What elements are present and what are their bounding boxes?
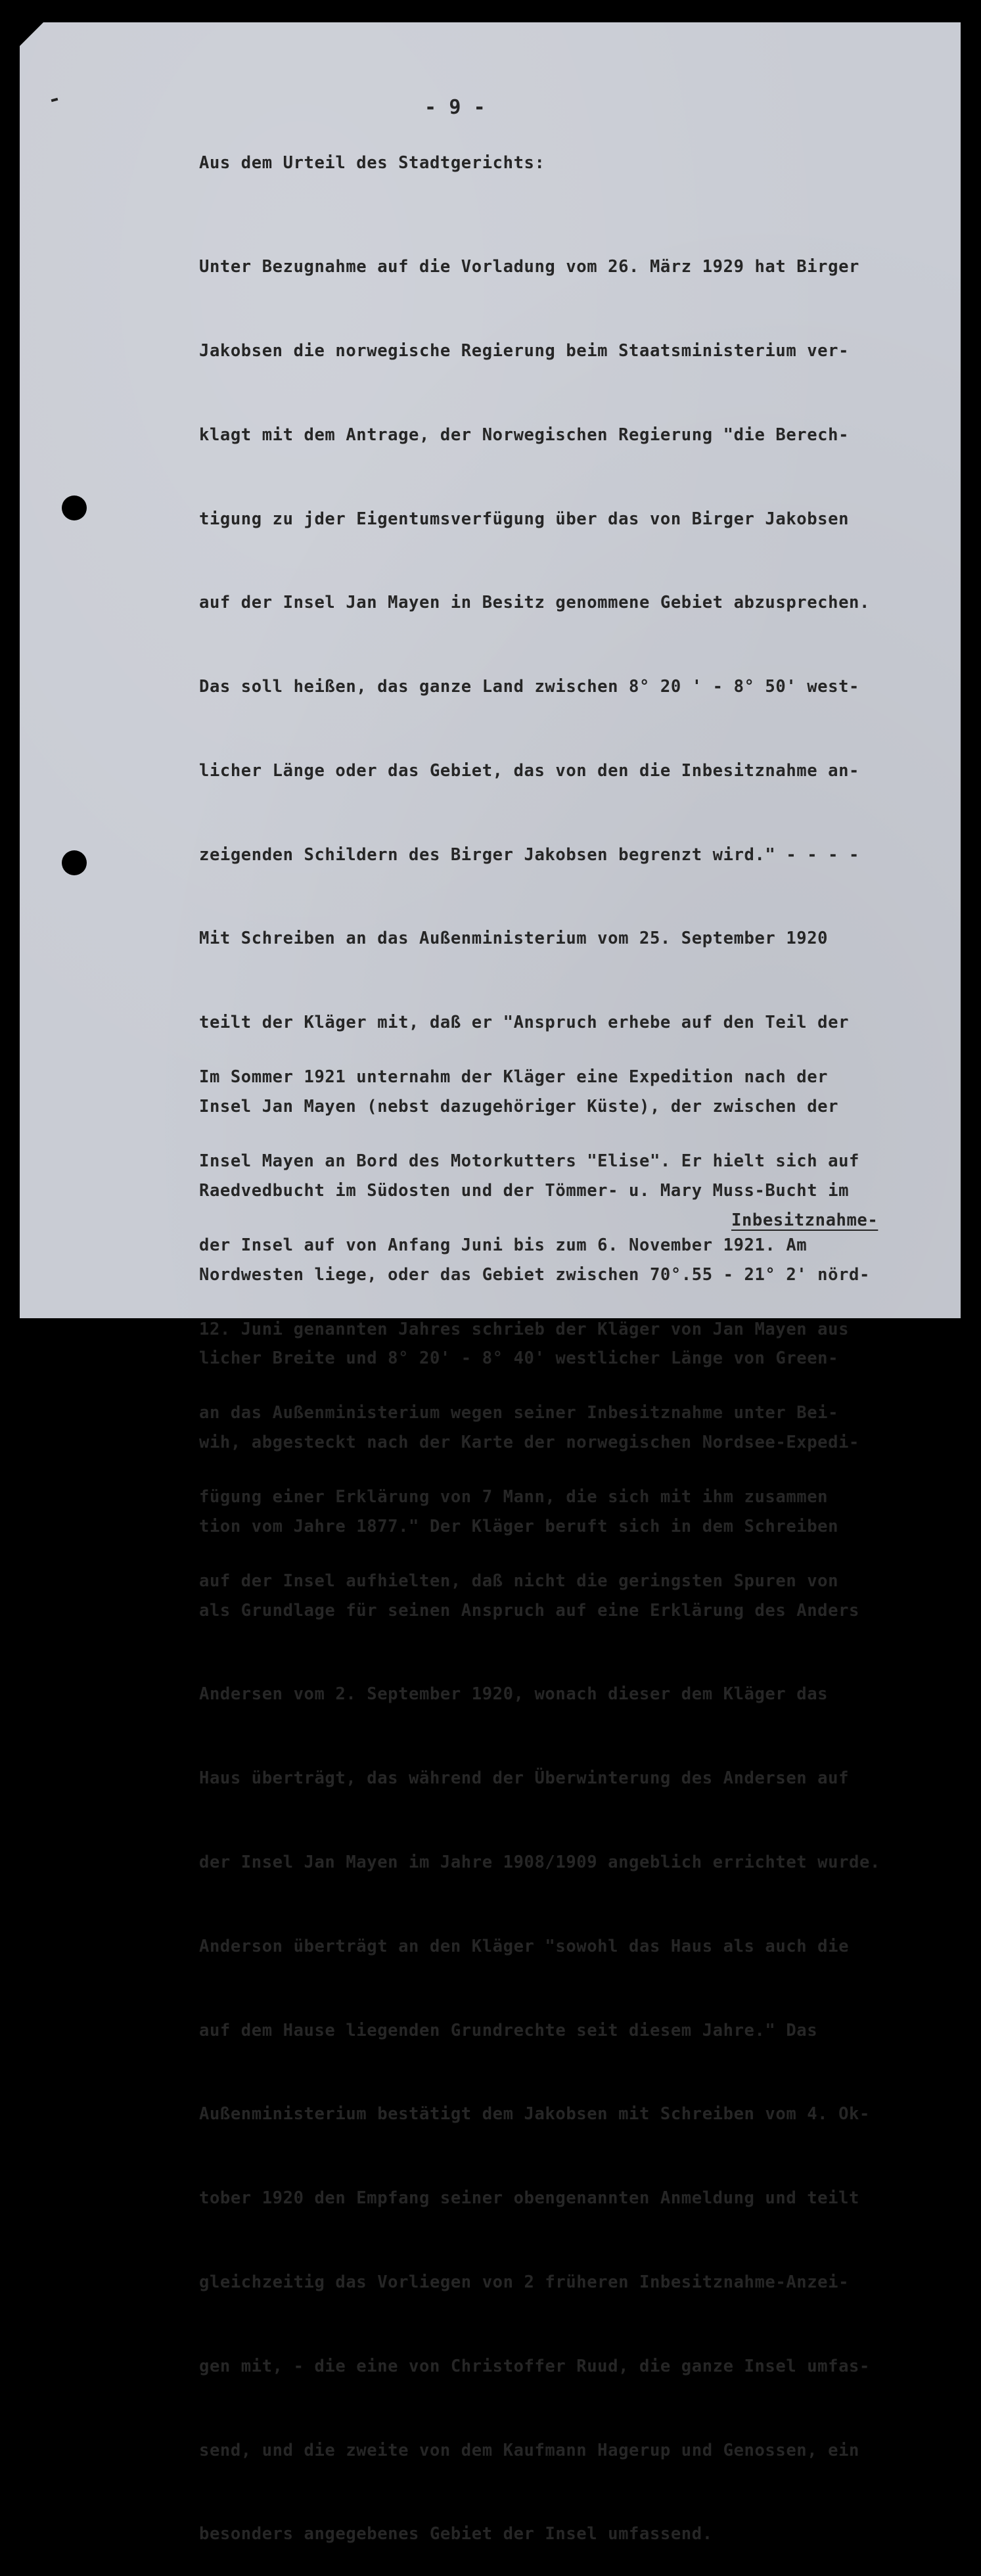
text-line: gen mit, - die eine von Christoffer Ruud, die ganze Insel umfas-: [199, 2356, 870, 2376]
text-line: Das soll heißen, das ganze Land zwischen 8° 20 ' - 8° 50' west-: [199, 677, 859, 697]
text-line: 12. Juni genannten Jahres schrieb der Kläger von Jan Mayen aus: [199, 1319, 850, 1339]
text-line: auf dem Hause liegenden Grundrechte seit diesem Jahre." Das: [199, 2020, 818, 2040]
text-line: tion vom Jahre 1877." Der Kläger beruft sich in dem Schreiben: [199, 1516, 839, 1536]
text-line: der Insel Jan Mayen im Jahre 1908/1909 angeblich errichtet wurde.: [199, 1852, 880, 1873]
section-heading: Aus dem Urteil des Stadtgerichts:: [199, 153, 545, 173]
text-line: Andersen vom 2. September 1920, wonach dieser dem Kläger das: [199, 1684, 829, 1705]
text-line: Insel Jan Mayen (nebst dazugehöriger Küste), der zwischen der: [199, 1097, 839, 1116]
text-line: klagt mit dem Antrage, der Norwegischen Regierung "die Berech-: [199, 425, 850, 445]
text-line: als Grundlage für seinen Anspruch auf eine Erklärung des Anders: [199, 1600, 859, 1621]
text-line: Unter Bezugnahme auf die Vorladung vom 26. März 1929 hat Birger: [199, 257, 859, 277]
text-line: Raedvedbucht im Südosten und der Tömmer- u. Mary Muss-Bucht im: [199, 1180, 850, 1201]
text-line: teilt der Kläger mit, daß er "Anspruch erhebe auf den Teil der: [199, 1013, 850, 1033]
text-line: fügung einer Erklärung von 7 Mann, die sich mit ihm zusammen: [199, 1487, 829, 1507]
text-line: Im Sommer 1921 unternahm der Kläger eine Expedition nach der: [199, 1067, 829, 1088]
text-line: auf der Insel Jan Mayen in Besitz genommene Gebiet abzusprechen.: [199, 593, 870, 613]
text-line: Nordwesten liege, oder das Gebiet zwischen 70°.55 - 21° 2' nörd-: [199, 1264, 870, 1285]
text-line: tigung zu jder Eigentumsverfügung über das von Birger Jakobsen: [199, 509, 850, 529]
punch-hole-bottom: [62, 850, 87, 875]
page-number: - 9 -: [424, 96, 486, 119]
text-line: tober 1920 den Empfang seiner obengenannten Anmeldung und teilt: [199, 2188, 859, 2209]
text-line: licher Breite und 8° 20' - 8° 40' westlicher Länge von Green-: [199, 1348, 839, 1369]
text-line: Insel Mayen an Bord des Motorkutters "Elise". Er hielt sich auf: [199, 1151, 859, 1171]
punch-hole-top: [62, 495, 87, 520]
text-line: Anderson überträgt an den Kläger "sowohl das Haus als auch die: [199, 1936, 850, 1956]
ink-mark: [51, 98, 58, 102]
text-line: besonders angegebenes Gebiet der Insel umfassend.: [199, 2524, 713, 2544]
text-line: der Insel auf von Anfang Juni bis zum 6. November 1921. Am: [199, 1235, 808, 1255]
text-line: licher Länge oder das Gebiet, das von den die Inbesitznahme an-: [199, 760, 859, 781]
text-line: auf der Insel aufhielten, daß nicht die geringsten Spuren von: [199, 1571, 839, 1591]
text-line: zeigenden Schildern des Birger Jakobsen begrenzt wird." - - - -: [199, 844, 859, 865]
text-line: send, und die zweite von dem Kaufmann Hagerup und Genossen, ein: [199, 2440, 859, 2460]
text-line: Haus überträgt, das während der Überwinterung des Andersen auf: [199, 1768, 850, 1789]
paragraph-2: [199, 1007, 859, 1623]
text-line: gleichzeitig das Vorliegen von 2 früheren Inbesitznahme-Anzei-: [199, 2272, 850, 2292]
text-line: Außenministerium bestätigt dem Jakobsen mit Schreiben vom 4. Ok-: [199, 2104, 870, 2125]
text-line: Mit Schreiben an das Außenministerium vom 25. September 1920: [199, 929, 829, 949]
catchword: Inbesitznahme-: [731, 1210, 878, 1230]
text-line: Jakobsen die norwegische Regierung beim Staatsministerium ver-: [199, 340, 850, 361]
text-line: wih, abgesteckt nach der Karte der norwegischen Nordsee-Expedi-: [199, 1433, 859, 1453]
text-line: an das Außenministerium wegen seiner Inbesitznahme unter Bei-: [199, 1403, 839, 1423]
